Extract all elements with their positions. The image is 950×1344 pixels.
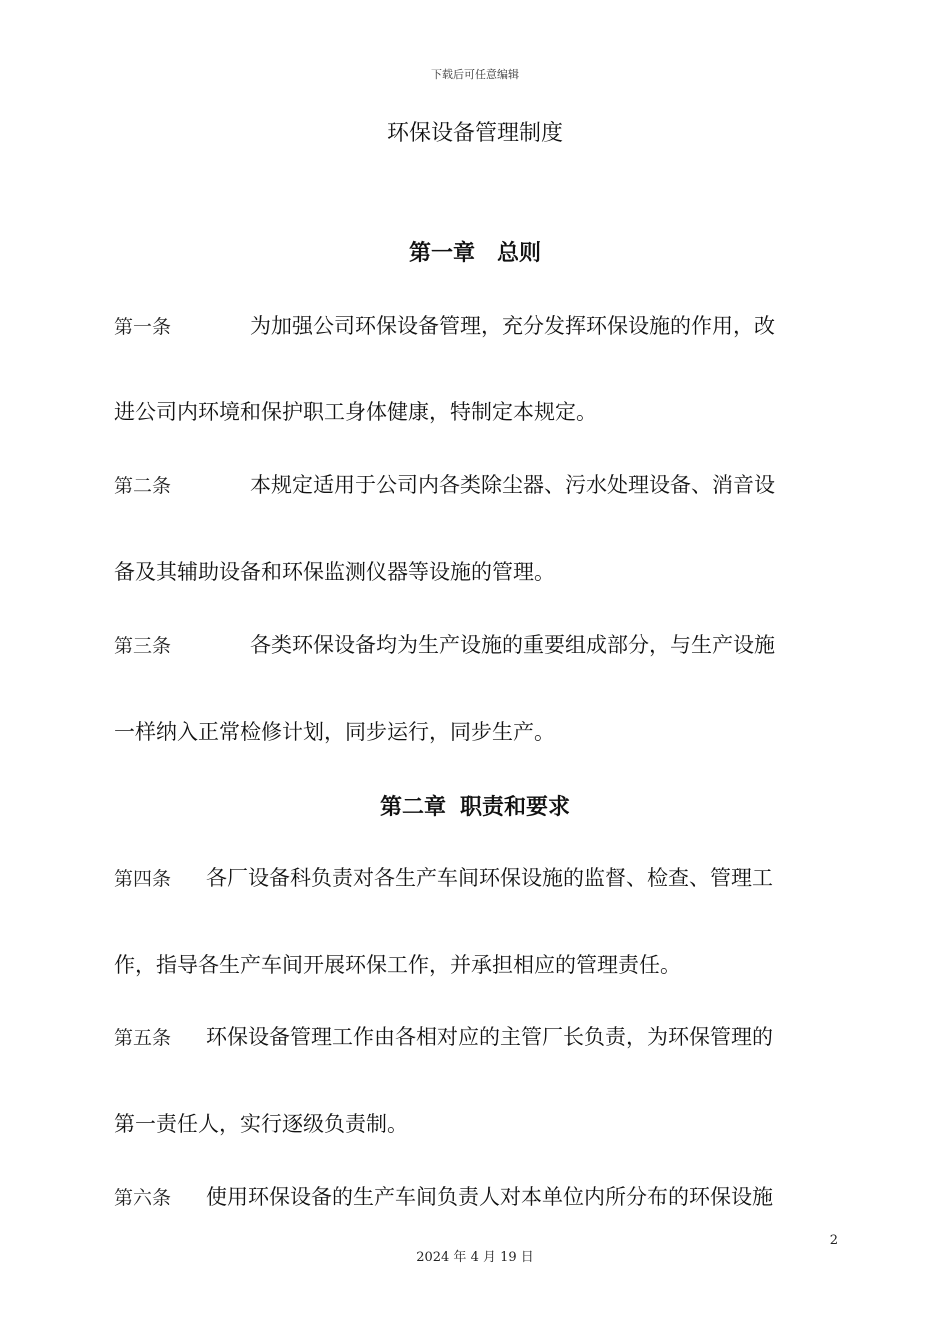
article-text: 各类环保设备均为生产设施的重要组成部分，与生产设施 (250, 633, 775, 657)
article-text: 各厂设备科负责对各生产车间环保设施的监督、检查、管理工 (206, 866, 773, 890)
article-label: 第六条 (114, 1187, 172, 1209)
page-number: 2 (829, 1233, 838, 1248)
document-title: 环保设备管理制度 (386, 121, 563, 146)
article-label: 第三条 (114, 635, 172, 657)
article-line (114, 631, 775, 660)
article-text: 本规定适用于公司内各类除尘器、污水处理设备、消音设 (250, 473, 775, 497)
chapter-heading (0, 236, 950, 267)
article-text: 环保设备管理工作由各相对应的主管厂长负责，为环保管理的 (206, 1025, 773, 1049)
chapter-label: 第二章 (379, 795, 446, 820)
article-text: 使用环保设备的生产车间负责人对本单位内所分布的环保设施 (206, 1185, 773, 1209)
header-note: 下载后可任意编辑 (431, 68, 519, 81)
article-continuation: 作，指导各生产车间开展环保工作，并承担相应的管理责任。 (114, 953, 681, 977)
article-continuation: 第一责任人，实行逐级负责制。 (114, 1112, 408, 1136)
footer-date: 2024 年 4 月 19 日 (416, 1250, 534, 1265)
article-line (114, 312, 775, 341)
article-label: 第一条 (114, 316, 172, 338)
chapter-name: 职责和要求 (460, 795, 571, 820)
article-continuation: 进公司内环境和保护职工身体健康，特制定本规定。 (114, 400, 597, 424)
chapter-name: 总则 (497, 241, 542, 266)
article-label: 第五条 (114, 1027, 172, 1049)
chapter-label: 第一章 (408, 241, 475, 266)
article-continuation: 一样纳入正常检修计划，同步运行，同步生产。 (114, 720, 555, 744)
article-line (114, 1183, 773, 1212)
article-line (114, 864, 773, 893)
article-label: 第二条 (114, 475, 172, 497)
article-text: 为加强公司环保设备管理，充分发挥环保设施的作用，改 (250, 314, 775, 338)
article-line (114, 1023, 773, 1052)
article-continuation: 备及其辅助设备和环保监测仪器等设施的管理。 (114, 560, 555, 584)
article-line (114, 471, 775, 500)
article-label: 第四条 (114, 868, 172, 890)
chapter-heading (0, 790, 950, 821)
